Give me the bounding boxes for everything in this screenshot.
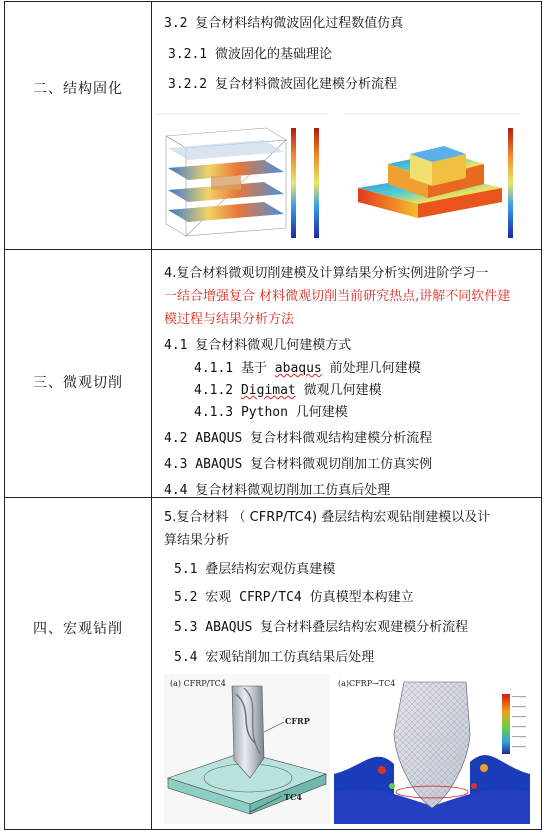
subsection-text: 前处理几何建模 bbox=[321, 361, 421, 376]
subsection-line: 4.1.3 Python 几何建模 bbox=[194, 405, 348, 420]
subsection-keyword: Digimat bbox=[240, 383, 296, 398]
row-label: 四、宏观钻削 bbox=[33, 621, 123, 637]
subsection-line: 4.3 ABAQUS 复合材料微观切削加工仿真实例 bbox=[164, 457, 433, 472]
subsection-keyword: abaqus bbox=[274, 361, 322, 376]
section-heading: 算结果分析 bbox=[164, 533, 230, 548]
subsection-line bbox=[194, 379, 382, 398]
row-content bbox=[152, 2, 541, 249]
subsection-line: 5.1 叠层结构宏观仿真建模 bbox=[174, 562, 336, 577]
cfrp-label: CFRP bbox=[285, 716, 310, 726]
subsection-text: 微观几何建模 bbox=[295, 383, 382, 398]
section-heading: 4.复合材料微观切削建模及计算结果分析实例进阶学习一 bbox=[164, 266, 489, 281]
row-content bbox=[152, 250, 541, 497]
subsection-text: 4.1.1 基于 bbox=[194, 361, 275, 376]
table-row-micro-cutting bbox=[4, 249, 542, 498]
section-line: 3.2.1 微波固化的基础理论 bbox=[168, 47, 332, 62]
table-row-structure-curing bbox=[4, 1, 542, 250]
section-heading: 5.复合材料 （ CFRP/TC4) 叠层结构宏观钻削建模以及计 bbox=[164, 510, 491, 525]
figure-caption: (a)CFRP→TC4 bbox=[338, 679, 396, 688]
row-label: 二、结构固化 bbox=[33, 81, 123, 97]
section-line: 3.2 复合材料结构微波固化过程数值仿真 bbox=[164, 16, 404, 31]
row-content bbox=[152, 498, 541, 829]
section-line: 3.2.2 复合材料微波固化建模分析流程 bbox=[168, 77, 397, 92]
subsection-line: 5.2 宏观 CFRP/TC4 仿真模型本构建立 bbox=[174, 590, 414, 605]
subsection-line: 5.4 宏观钻削加工仿真结果后处理 bbox=[174, 650, 375, 665]
section-heading-highlight: 模过程与结果分析方法 bbox=[164, 312, 295, 327]
table-row-macro-drilling bbox=[4, 497, 542, 830]
subsection-line bbox=[194, 357, 421, 376]
drill-model-figure bbox=[164, 674, 330, 824]
row-label: 三、微观切削 bbox=[33, 375, 123, 391]
microwave-slices-figure bbox=[156, 106, 328, 246]
subsection-line: 4.4 复合材料微观切削加工仿真后处理 bbox=[164, 483, 391, 498]
subsection-line: 5.3 ABAQUS 复合材料叠层结构宏观建模分析流程 bbox=[174, 620, 469, 635]
subsection-text: 4.1.2 bbox=[194, 383, 241, 398]
section-heading-highlight: 一结合增强复合 材料微观切削当前研究热点,讲解不同软件建 bbox=[164, 289, 511, 304]
subsection-line: 4.1 复合材料微观几何建模方式 bbox=[164, 338, 352, 353]
figure-caption: (a) CFRP/TC4 bbox=[170, 679, 226, 688]
microwave-block-figure bbox=[344, 106, 520, 246]
drill-simulation-figure bbox=[334, 674, 530, 824]
syllabus-table bbox=[4, 1, 542, 830]
tc4-label: TC4 bbox=[284, 792, 302, 802]
subsection-line: 4.2 ABAQUS 复合材料微观结构建模分析流程 bbox=[164, 431, 433, 446]
